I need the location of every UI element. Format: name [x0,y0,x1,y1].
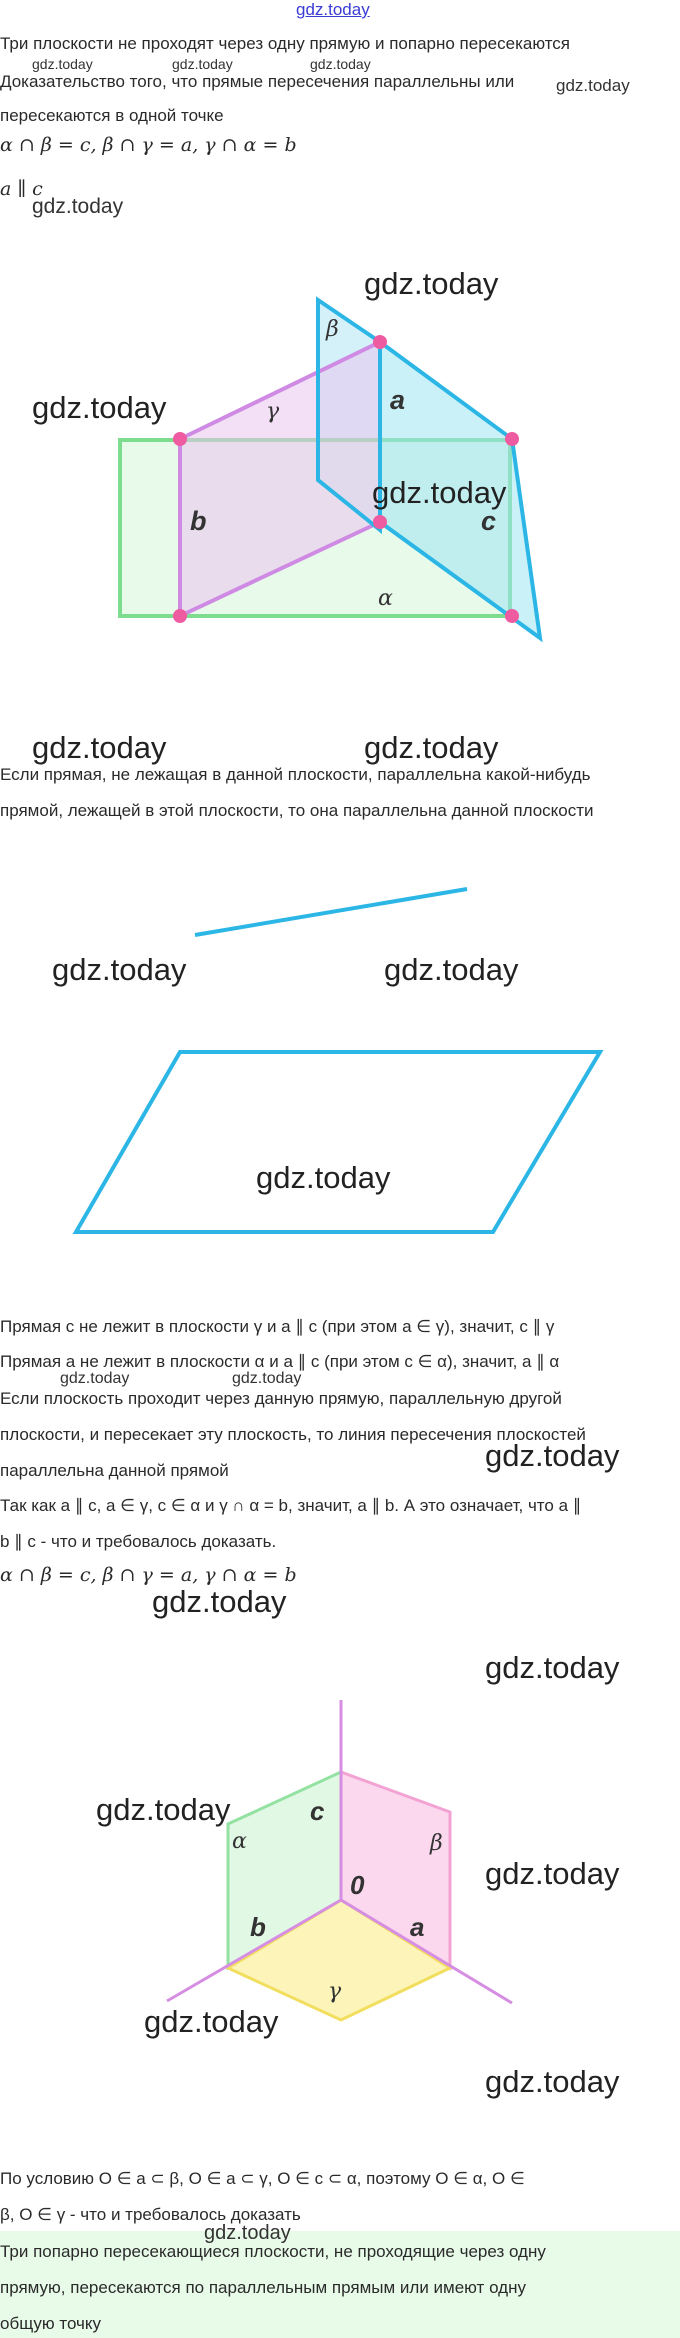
conclusion-line: Три попарно пересекающиеся плоскости, не проходящие через одну [0,2242,546,2261]
proof-title-line: Доказательство того, что прямые пересечения параллельны или [0,72,515,91]
point [373,515,387,529]
watermark: gdz.today [96,1792,231,1827]
proof-line: b ∥ c - что и требовалось доказать. [0,1532,277,1551]
watermark: gdz.today [232,1370,302,1387]
proof-title-line: пересекаются в одной точке [0,106,224,125]
formula-parallel: a ∥ c [0,178,43,200]
label-b: b [250,1912,266,1942]
watermark: gdz.today [32,195,124,218]
watermark: gdz.today [172,56,233,72]
line-segment [195,889,467,935]
point [505,432,519,446]
label-gamma: γ [328,1979,342,2004]
watermark: gdz.today [152,1584,287,1619]
watermark: gdz.today [144,2004,279,2039]
watermark: gdz.today [556,76,630,95]
label-beta: β [430,1831,443,1856]
label-a: a [390,385,406,415]
label-alpha: α [378,586,393,611]
formula-intersections: α ∩ β = c, β ∩ γ = a, γ ∩ α = b [0,1564,297,1586]
theorem-line: прямой, лежащей в этой плоскости, то она параллельна данной плоскости [0,801,594,820]
label-alpha: α [232,1829,247,1854]
formula-intersections: α ∩ β = c, β ∩ γ = a, γ ∩ α = b [0,134,297,156]
label-gamma: γ [266,399,280,424]
three-planes-figure [0,250,680,670]
theorem-line: плоскости, и пересекает эту плоскость, то линия пересечения плоскостей [0,1425,586,1444]
watermark: gdz.today [485,2064,620,2099]
statement-line: Три плоскости не проходят через одну прямую и попарно пересекаются [0,34,571,53]
watermark: gdz.today [52,952,187,987]
watermark: gdz.today [256,1160,391,1195]
watermark: gdz.today [485,1650,620,1685]
proof-line: Прямая a не лежит в плоскости α и a ∥ c (при этом c ∈ α), значит, a ∥ α [0,1352,560,1371]
watermark: gdz.today [364,266,499,301]
point [505,609,519,623]
label-c: c [310,1796,325,1826]
theorem-line: параллельна данной прямой [0,1461,229,1480]
point [173,609,187,623]
watermark: gdz.today [32,730,167,765]
watermark: gdz.today [485,1856,620,1891]
proof-line: Прямая c не лежит в плоскости γ и a ∥ c (при этом a ∈ γ), значит, c ∥ γ [0,1317,555,1336]
theorem-line: Если прямая, не лежащая в данной плоскости, параллельна какой-нибудь [0,765,591,784]
label-beta: β [326,317,339,342]
point [373,335,387,349]
watermark: gdz.today [310,56,371,72]
label-a: a [410,1912,425,1942]
watermark: gdz.today [60,1370,130,1387]
proof-line: Так как a ∥ c, a ∈ γ, c ∈ α и γ ∩ α = b, значит, a ∥ b. А это означает, что a ∥ [0,1496,582,1515]
watermark: gdz.today [485,1438,620,1473]
conclusion-line: общую точку [0,2314,102,2333]
theorem-line: Если плоскость проходит через данную прямую, параллельную другой [0,1389,562,1408]
conclusion-line: прямую, пересекаются по параллельным прямым или имеют одну [0,2278,526,2297]
watermark: gdz.today [32,56,93,72]
header-link[interactable]: gdz.today [296,0,370,19]
watermark: gdz.today [372,475,507,510]
proof-line: По условию O ∈ a ⊂ β, O ∈ a ⊂ γ, O ∈ c ⊂ α, поэтому O ∈ α, O ∈ [0,2169,525,2188]
plane-parallelogram [76,1052,600,1232]
label-b: b [190,506,207,536]
watermark: gdz.today [384,952,519,987]
watermark: gdz.today [204,2222,291,2244]
proof-line: β, O ∈ γ - что и требовалось доказать [0,2205,301,2224]
label-o: 0 [350,1870,365,1900]
point [173,432,187,446]
watermark: gdz.today [364,730,499,765]
conclusion-box [0,2231,680,2338]
label-c: c [481,506,497,536]
watermark: gdz.today [32,390,167,425]
